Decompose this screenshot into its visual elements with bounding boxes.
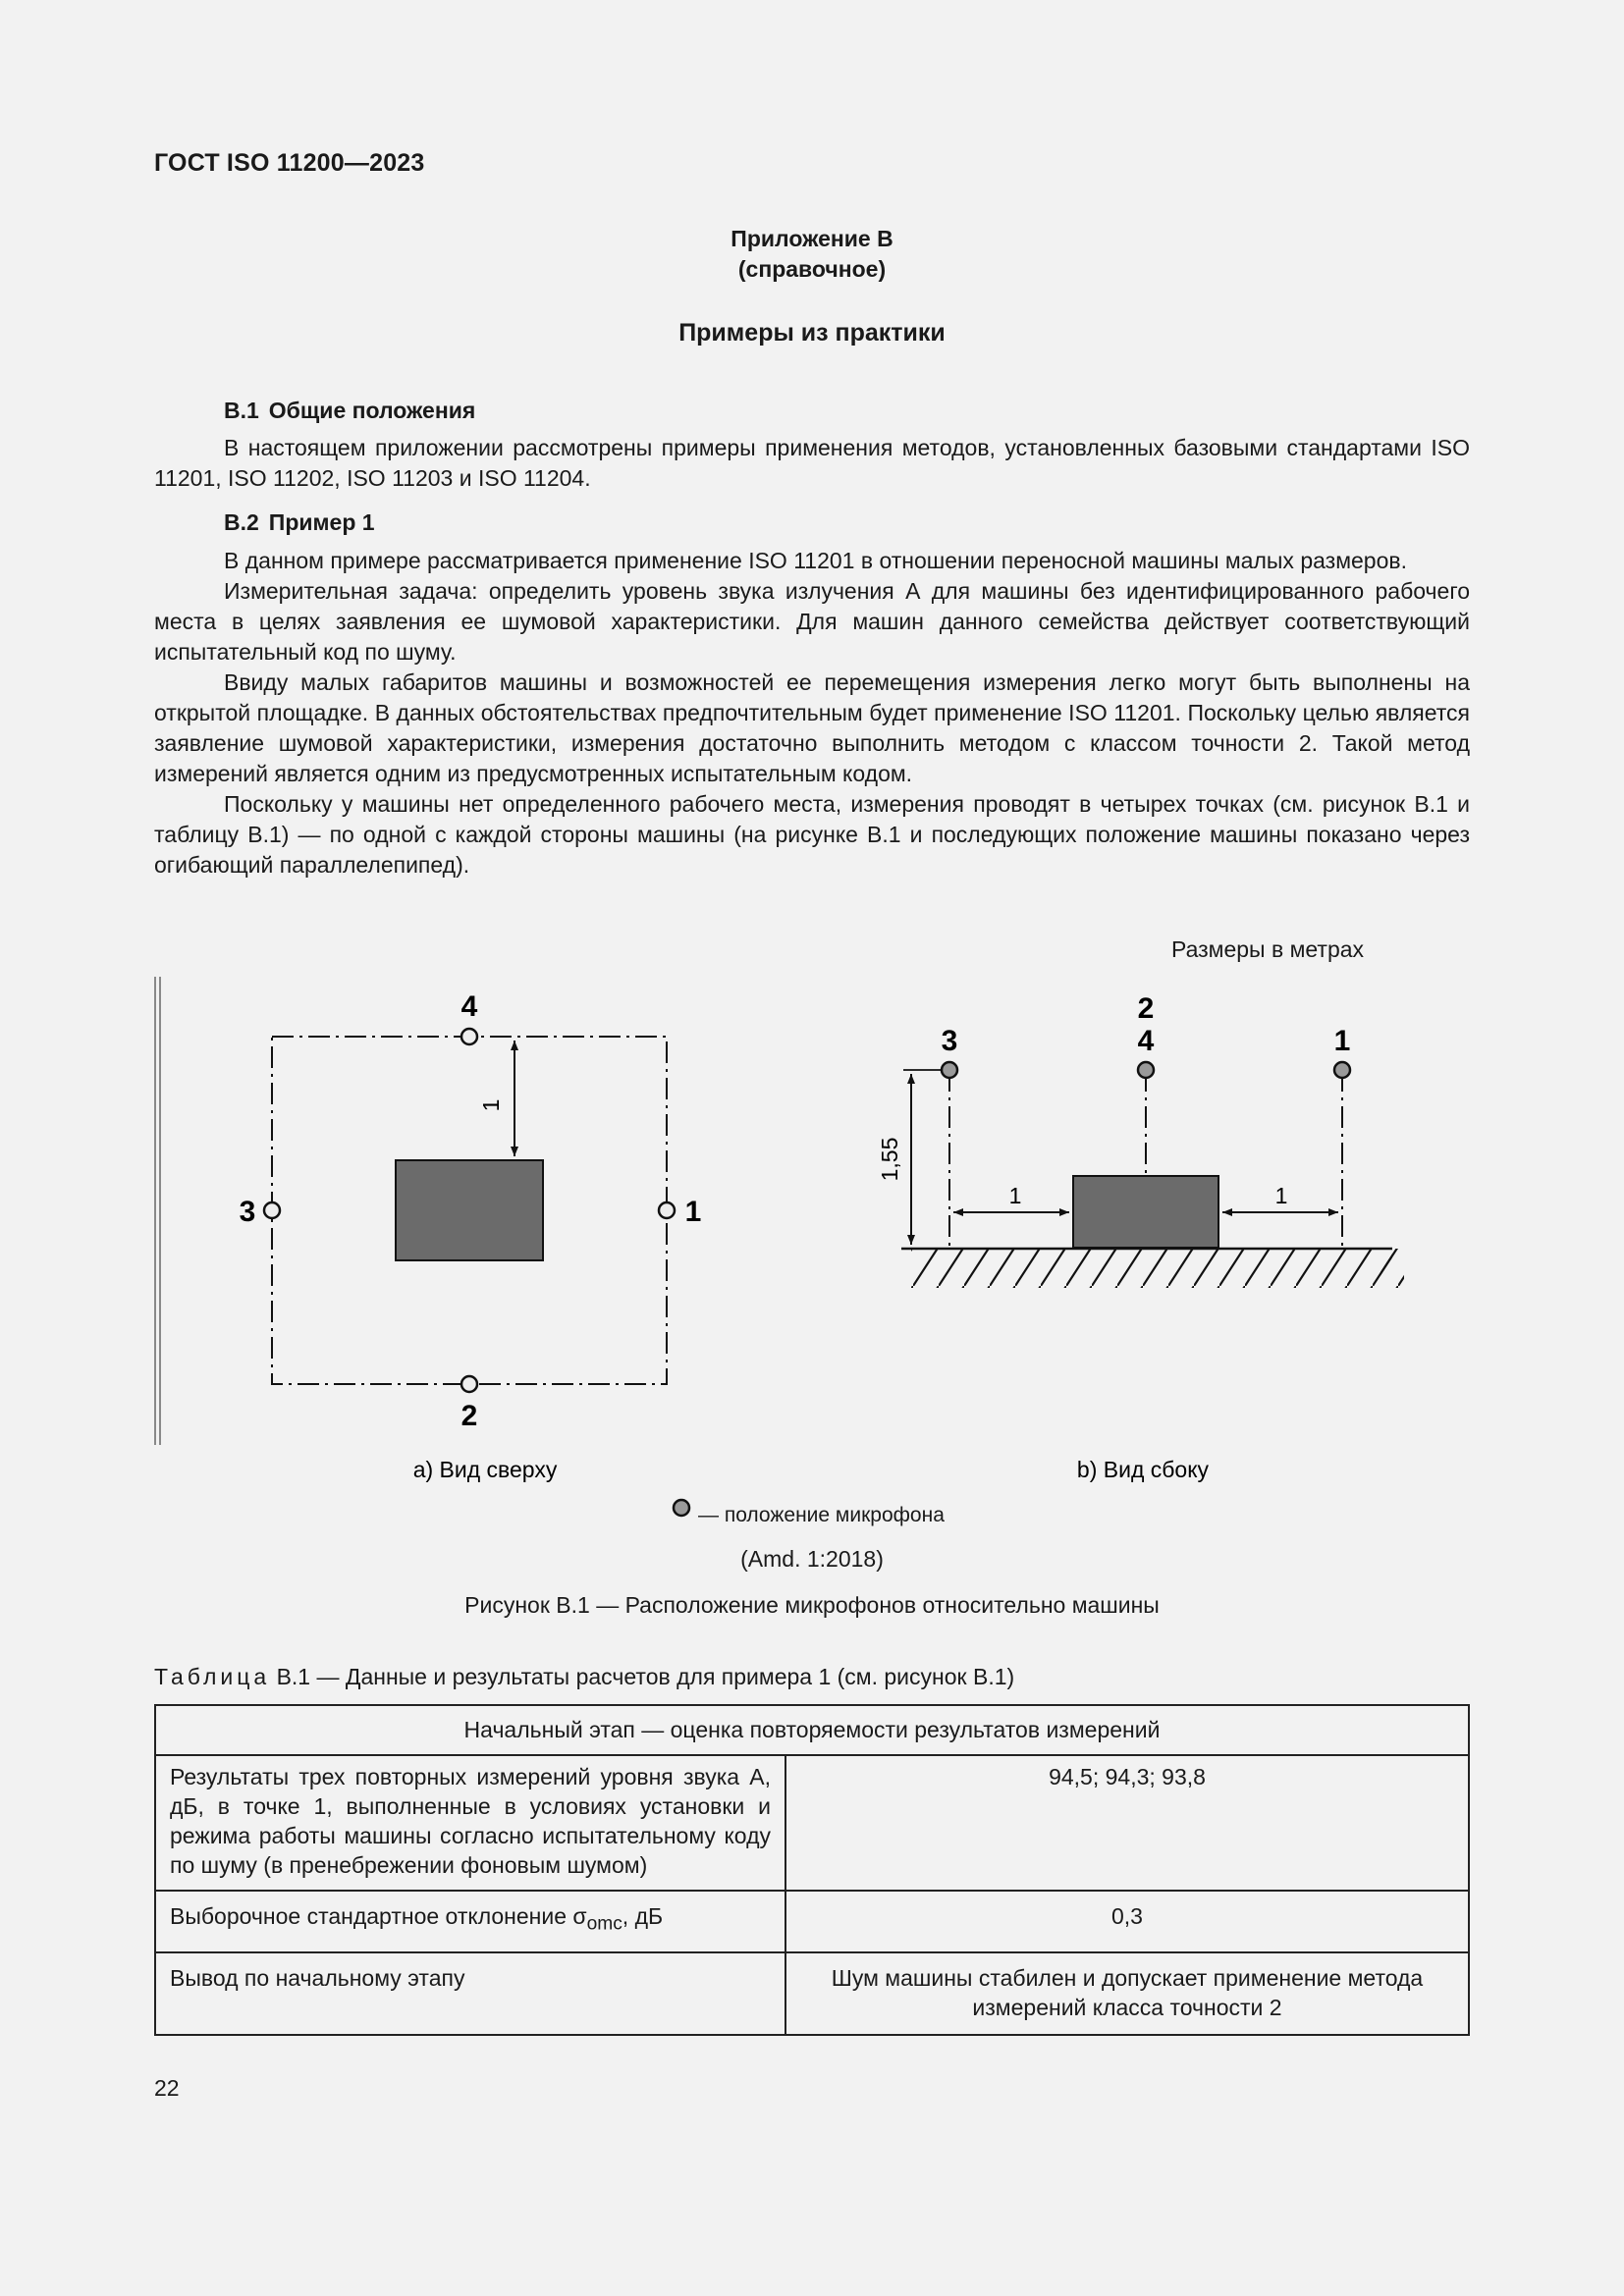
figure-caption: Рисунок В.1 — Расположение микрофонов относительно машины [464, 1592, 1160, 1618]
top-view-caption: a) Вид сверху [412, 1457, 558, 1482]
table-cell-value: 0,3 [785, 1891, 1469, 1952]
section-number: В.1 [224, 398, 259, 423]
dimension-label: 1 [478, 1098, 504, 1112]
table-row [155, 1891, 1469, 1952]
dimension-label-left: 1 [1008, 1183, 1022, 1208]
paragraph: В данном примере рассматривается применение ISO 11201 в отношении переносной машины малых размеров. [224, 548, 1407, 573]
dimension-label-right: 1 [1274, 1183, 1288, 1208]
table-cell-value: 94,5; 94,3; 93,8 [785, 1755, 1469, 1891]
data-table [154, 1704, 1470, 2036]
appendix-heading: Примеры из практики [678, 319, 946, 347]
paragraph: Ввиду малых габаритов машины и возможностей ее перемещения измерения легко могут быть выполнены на открытой площадке. В данных обстоятельствах предпочтительным будет применение ISO 11201. Поскольку целью является заявление шумовой характеристики, измерения достаточно выполнить методом с классом точности 2. Такой метод измерений является одним из предусмотренных испытательным кодом. [154, 669, 1470, 786]
appendix-type: (справочное) [737, 256, 887, 282]
ground-hatching [901, 1249, 1404, 1288]
mic-label-1: 1 [1333, 1025, 1351, 1057]
paragraph: Поскольку у машины нет определенного рабочего места, измерения проводят в четырех точках (см. рисунок В.1 и таблицу В.1) — по одной с каждой стороны машины (на рисунке В.1 и последующих положение машины показано через огибающий параллелепипед). [154, 791, 1470, 878]
table-cell-value: Шум машины стабилен и допускает применение метода измерений класса точности 2 [785, 1952, 1469, 2035]
label-tail: , дБ [622, 1903, 664, 1929]
table-caption-text: В.1 — Данные и результаты расчетов для примера 1 (см. рисунок В.1) [270, 1664, 1015, 1689]
side-view-caption: b) Вид сбоку [1076, 1457, 1210, 1482]
table-cell-label [155, 1891, 785, 1952]
mic-label-1: 1 [684, 1196, 702, 1228]
appendix-title: Приложение В [731, 226, 893, 251]
table-row [155, 1755, 1469, 1891]
mic-label-2: 2 [460, 1400, 478, 1432]
table-caption-prefix: Таблица [154, 1664, 271, 1689]
section-b2-heading [224, 509, 375, 536]
table-caption [154, 1664, 1014, 1690]
mic-label-3: 3 [941, 1025, 958, 1057]
microphone-icon [461, 1029, 477, 1044]
section-title: Общие положения [268, 398, 476, 423]
figure-legend: — положение микрофона [698, 1504, 945, 1526]
mic-label-2: 2 [1137, 992, 1155, 1025]
paragraph: Измерительная задача: определить уровень звука излучения А для машины без идентифицированного рабочего места в целях заявления ее шумовой характеристики. Для машин данного семейства действует соответствующий испытательный код по шуму. [154, 578, 1470, 665]
section-b1-heading [224, 398, 475, 424]
table-row [155, 1952, 1469, 2035]
table-header-row [155, 1705, 1469, 1755]
figure-amendment: (Amd. 1:2018) [740, 1546, 884, 1572]
document-header: ГОСТ ISO 11200—2023 [154, 149, 425, 177]
top-view [240, 990, 702, 1482]
microphone-icon [1334, 1062, 1350, 1078]
section-title: Пример 1 [268, 509, 375, 535]
table-cell-label: Результаты трех повторных измерений уровня звука А, дБ, в точке 1, выполненные в условиях установки и режима работы машины согласно испытательному коду по шуму (в пренебрежении фоновым шумом) [155, 1755, 785, 1891]
label-subscript: omc [586, 1913, 623, 1935]
paragraph: В настоящем приложении рассмотрены примеры применения методов, установленных базовыми стандартами ISO 11201, ISO 11202, ISO 11203 и ISO 11204. [154, 435, 1470, 491]
microphone-icon [264, 1202, 280, 1218]
side-view [877, 992, 1404, 1482]
machine-box [396, 1160, 543, 1260]
mic-label-3: 3 [239, 1196, 256, 1228]
section-b1-text [154, 433, 1470, 494]
microphone-icon [942, 1062, 957, 1078]
hatch-mask [901, 1249, 911, 1288]
mic-label-4: 4 [1137, 1025, 1155, 1057]
label-main: Выборочное стандартное отклонение σ [170, 1903, 587, 1929]
units-note: Размеры в метрах [1171, 936, 1365, 962]
figure-b1 [147, 972, 1404, 1522]
microphone-icon [461, 1376, 477, 1392]
mic-label-4: 4 [460, 990, 478, 1023]
page-number: 22 [154, 2075, 180, 2101]
microphone-icon [674, 1500, 689, 1516]
machine-box [1073, 1176, 1218, 1248]
ground-hatching [1380, 1249, 1404, 1288]
table-cell-label: Вывод по начальному этапу [155, 1952, 785, 2035]
height-dimension-label: 1,55 [877, 1137, 902, 1182]
microphone-icon [659, 1202, 675, 1218]
microphone-icon [1138, 1062, 1154, 1078]
section-number: В.2 [224, 509, 259, 535]
section-b2-text [154, 546, 1470, 881]
table-header-cell: Начальный этап — оценка повторяемости результатов измерений [155, 1705, 1469, 1755]
